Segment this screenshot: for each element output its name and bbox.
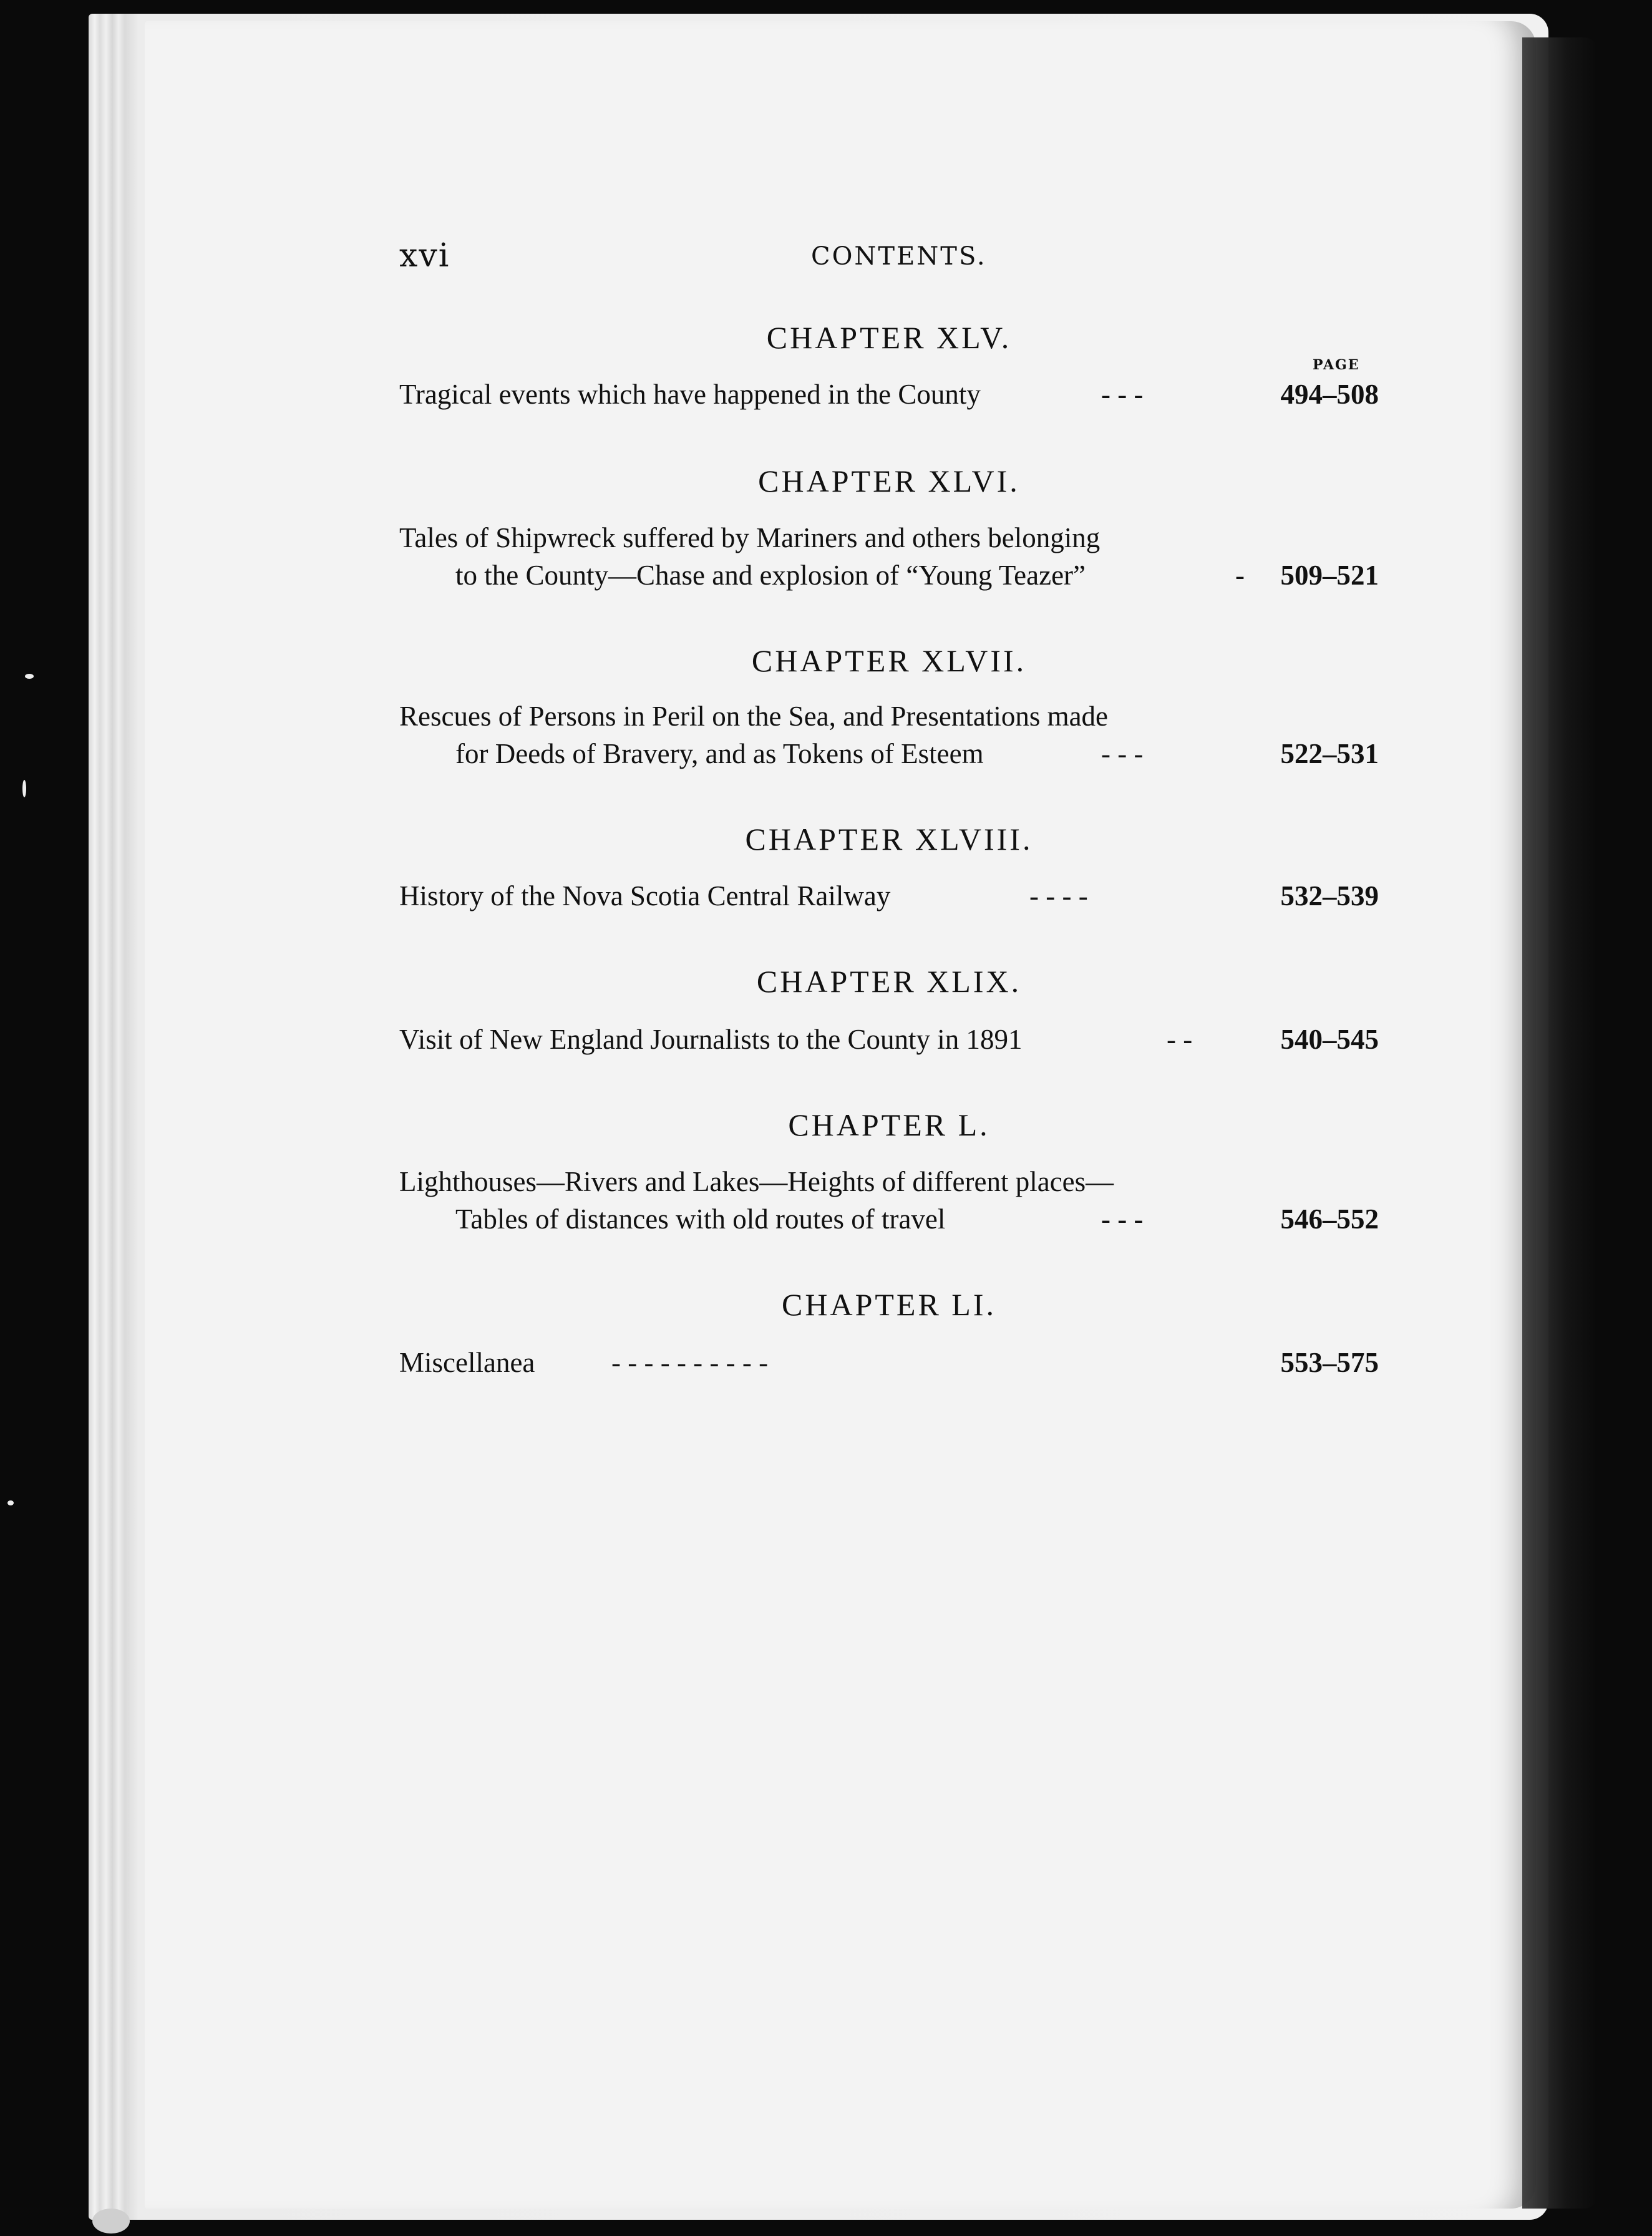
- contents-entry: [399, 559, 1379, 596]
- contents-entry: [399, 737, 1379, 775]
- entry-text: Tales of Shipwreck suffered by Mariners and others belonging: [399, 522, 1101, 553]
- contents-entry: [399, 378, 1379, 416]
- dot-leader: - - -: [1101, 738, 1144, 769]
- page-column-label: PAGE: [1313, 357, 1360, 373]
- chapter-heading: CHAPTER XLIX.: [756, 964, 1022, 999]
- entry-text: Miscellanea: [399, 1347, 535, 1378]
- entry-text: Tables of distances with old routes of travel: [455, 1203, 946, 1235]
- chapter-heading: CHAPTER L.: [788, 1107, 990, 1142]
- chapter-heading: CHAPTER LI.: [782, 1287, 996, 1322]
- contents-entry: [399, 700, 1379, 737]
- scan-speck: [7, 1500, 14, 1505]
- entry-pages: 546–552: [1280, 1203, 1379, 1235]
- binding-shadow: [1522, 37, 1597, 2209]
- dot-leader: - -: [1167, 1024, 1193, 1055]
- entry-pages: 509–521: [1280, 560, 1379, 591]
- entry-pages: 540–545: [1280, 1024, 1379, 1055]
- contents-entry: [399, 1346, 1379, 1384]
- contents-entry: [399, 1023, 1379, 1061]
- entry-text: to the County—Chase and explosion of “Young Teazer”: [455, 560, 1086, 591]
- entry-text: History of the Nova Scotia Central Railway: [399, 880, 891, 911]
- entry-pages: 553–575: [1280, 1347, 1379, 1378]
- dot-leader: - - -: [1101, 379, 1144, 410]
- dot-leader: -: [1235, 560, 1245, 591]
- contents-entry: [399, 1203, 1379, 1240]
- chapter-heading: CHAPTER XLV.: [766, 320, 1012, 355]
- chapter-heading: CHAPTER XLVII.: [751, 643, 1027, 678]
- page-number: xvi: [399, 237, 450, 275]
- entry-text: Visit of New England Journalists to the County in 1891: [399, 1024, 1023, 1055]
- scan-speck: [22, 780, 26, 797]
- contents-entry: [399, 1165, 1379, 1203]
- entry-pages: 522–531: [1280, 738, 1379, 769]
- scan-speck: [25, 674, 34, 679]
- chapter-heading: CHAPTER XLVI.: [758, 464, 1020, 498]
- entry-text: Rescues of Persons in Peril on the Sea, and Presentations made: [399, 701, 1109, 732]
- running-head-title: CONTENTS.: [811, 242, 987, 271]
- scan-speck: [92, 2209, 130, 2234]
- contents-entry: [399, 522, 1379, 559]
- dot-leader: - - - -: [1029, 880, 1088, 911]
- entry-text: Lighthouses—Rivers and Lakes—Heights of different places—: [399, 1166, 1114, 1197]
- contents-entry: [399, 880, 1379, 917]
- dot-leader: - - -: [1101, 1203, 1144, 1235]
- entry-pages: 494–508: [1280, 379, 1379, 410]
- entry-text: Tragical events which have happened in the County: [399, 379, 981, 410]
- entry-text: for Deeds of Bravery, and as Tokens of Esteem: [455, 738, 984, 769]
- entry-pages: 532–539: [1280, 880, 1379, 911]
- chapter-heading: CHAPTER XLVIII.: [745, 822, 1033, 857]
- dot-leader: - - - - - - - - - -: [611, 1347, 769, 1378]
